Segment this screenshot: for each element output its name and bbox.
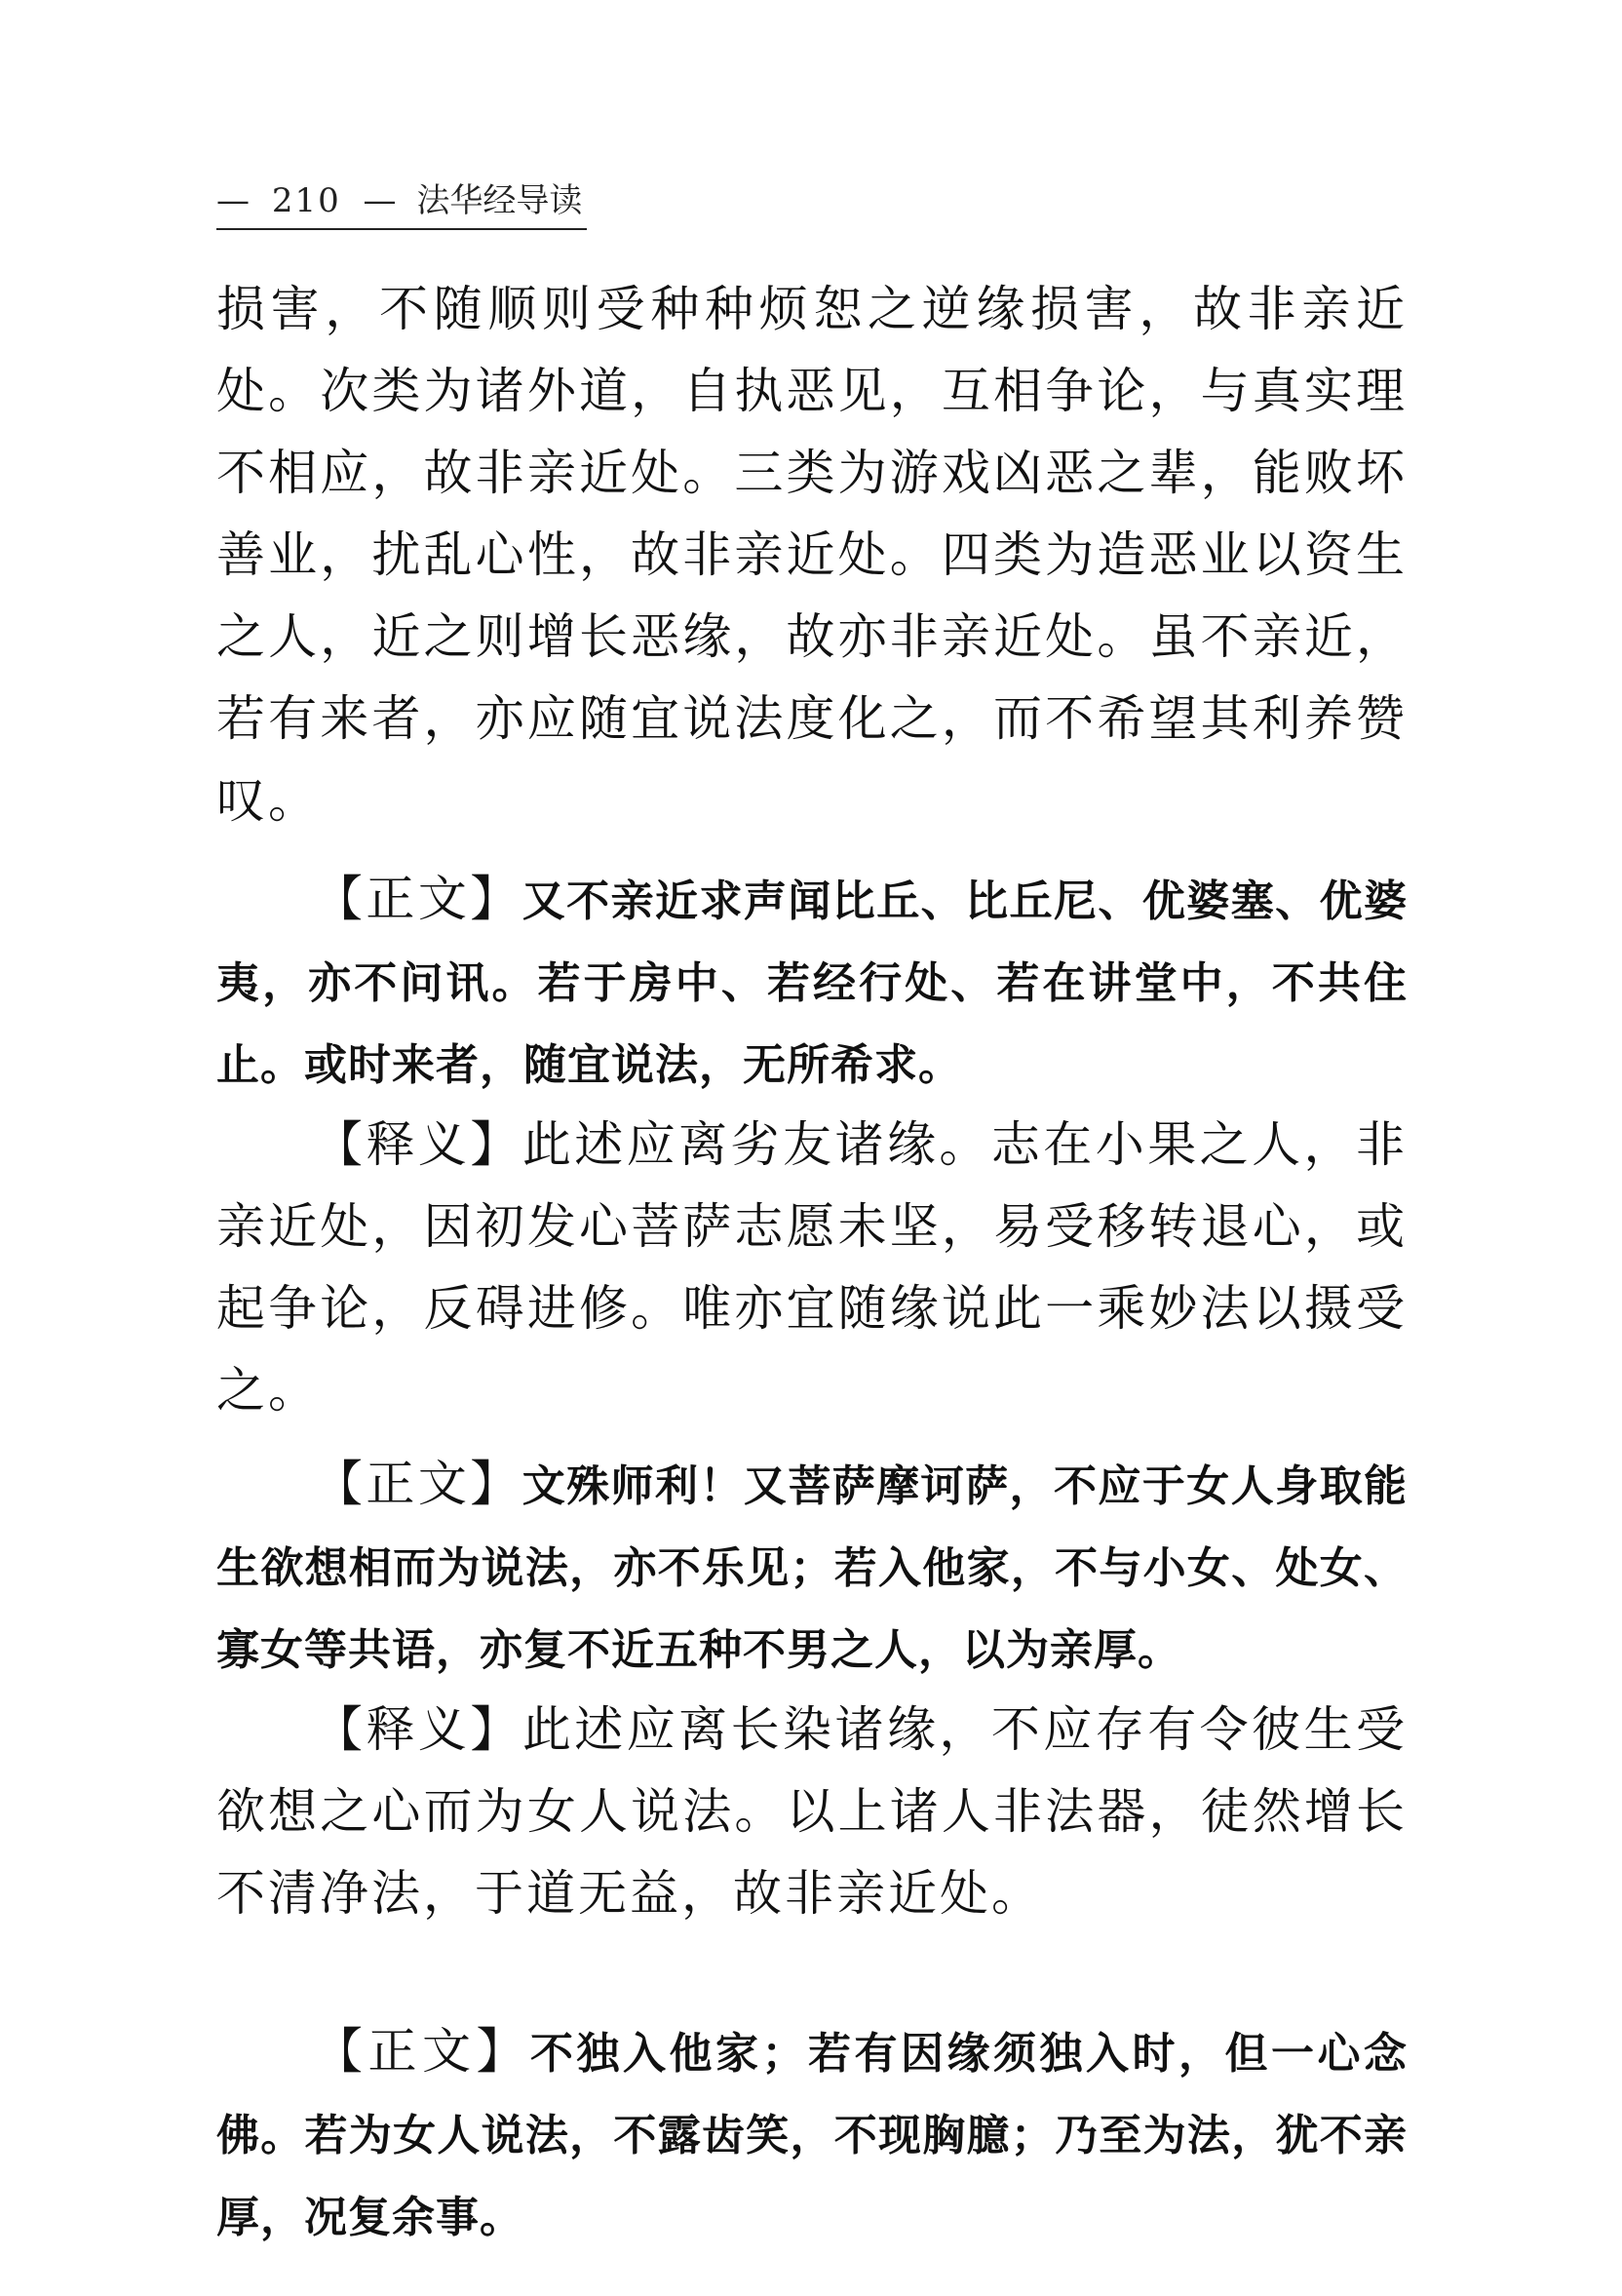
- scripture-text: 文殊师利！又菩萨摩诃萨，不应于女人身取能生欲想相而为说法，亦不乐见；若入他家，不与小女、处女、寡女等共语，亦复不近五种不男之人，以为亲厚。: [216, 1461, 1409, 1675]
- commentary-text: 此述应离劣友诸缘。志在小果之人，非亲近处，因初发心菩萨志愿未坚，易受移转退心，或起争论，反碍进修。唯亦宜随缘说此一乘妙法以摄受之。: [216, 1116, 1409, 1419]
- scripture-tag: 【正文】: [314, 1456, 522, 1512]
- header-dash-left: —: [216, 181, 250, 220]
- paragraph-commentary: 损害，不随顺则受种种烦恕之逆缘损害，故非亲近处。次类为诸外道，自执恶见，互相争论，与真实理不相应，故非亲近处。三类为游戏凶恶之辈，能败坏善业，扰乱心性，故非亲近处。四类为造恶业以资生之人，近之则增长恶缘，故亦非亲近处。虽不亲近，若有来者，亦应随宜说法度化之，而不希望其利养赞叹。: [216, 281, 1408, 829]
- scripture-text: 不独入他家；若有因缘须独入时，但一心念佛。若为女人说法，不露齿笑，不现胸臆；乃至为法，犹不亲厚，况复余事。: [216, 2029, 1408, 2242]
- running-header: [216, 174, 587, 230]
- scripture-text: 又不亲近求声闻比丘、比丘尼、优婆塞、优婆夷，亦不问讯。若于房中、若经行处、若在讲堂中，不共住止。或时来者，随宜说法，无所希求。: [216, 876, 1409, 1090]
- scripture-block-1: [216, 858, 1408, 1107]
- paragraph-scripture: [216, 1443, 1408, 1692]
- commentary-tag: 【释义】: [314, 1701, 522, 1758]
- commentary-tag: 【释义】: [314, 1116, 522, 1173]
- scripture-tag: 【正文】: [314, 2023, 530, 2080]
- header-dash-right: —: [363, 181, 397, 220]
- paragraph-commentary: [216, 1104, 1408, 1431]
- commentary-continuation: [216, 268, 1408, 841]
- page-number: 210: [271, 181, 341, 220]
- commentary-block-2: [216, 1689, 1408, 1934]
- scripture-block-3: [216, 2010, 1408, 2259]
- commentary-text: 此述应离长染诸缘，不应存有令彼生受欲想之心而为女人说法。以上诸人非法器，徒然增长不清净法，于道无益，故非亲近处。: [216, 1701, 1409, 1922]
- scripture-tag: 【正文】: [314, 871, 522, 927]
- paragraph-scripture: [216, 858, 1408, 1107]
- book-title: 法华经导读: [416, 181, 583, 220]
- commentary-block-1: [216, 1104, 1408, 1431]
- paragraph-scripture: [216, 2010, 1408, 2259]
- scripture-block-2: [216, 1443, 1408, 1692]
- paragraph-commentary: [216, 1689, 1408, 1934]
